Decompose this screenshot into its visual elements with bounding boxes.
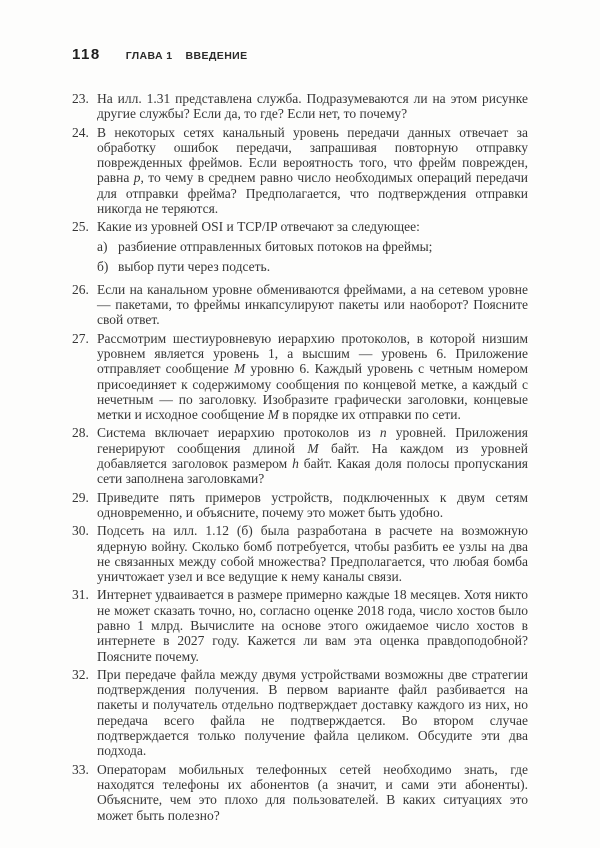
question-item — [72, 125, 528, 217]
question-item — [72, 667, 528, 759]
question-text — [97, 762, 528, 823]
question-number: 23. — [72, 91, 89, 106]
question-number: 25. — [72, 219, 89, 235]
questions-list — [72, 91, 528, 823]
question-subitem — [97, 259, 528, 274]
question-text — [97, 331, 528, 423]
question-text — [97, 523, 528, 584]
question-text — [97, 490, 528, 521]
question-subitem — [97, 239, 528, 254]
chapter-label: ГЛАВА 1 — [125, 50, 173, 62]
question-text — [97, 282, 528, 328]
question-number: 31. — [72, 587, 89, 603]
question-paragraph: Интернет удваивается в размере примерно каждые 18 месяцев. Хотя никто не может сказать точно, но, согласно оценке 2018 года, число хостов было равно 1 млрд. Вычислите на основе этого ожидаемое число хостов в интернете в 2027 году. Кажется ли вам эта оценка правдоподобной? Поясните почему. — [97, 587, 528, 664]
question-paragraph: На илл. 1.31 представлена служба. Подразумеваются ли на этом рисунке другие службы? Если да, то где? Если нет, то почему? — [97, 91, 528, 122]
question-text — [97, 91, 528, 122]
subitem-label: а) — [97, 239, 108, 255]
question-number: 30. — [72, 523, 89, 539]
subitem-text: выбор пути через подсеть. — [118, 258, 271, 274]
question-paragraph: Подсеть на илл. 1.12 (б) была разработана в расчете на возможную ядерную войну. Сколько бомб потребуется, чтобы разбить ее узлы на два не связанных между собой множества? Предполагается, что любая бомба уничтожает узел и все ведущие к нему каналы связи. — [97, 523, 528, 585]
question-number: 26. — [72, 281, 89, 297]
chapter-title: ВВЕДЕНИЕ — [185, 50, 248, 62]
question-item — [72, 331, 528, 423]
question-text — [97, 425, 528, 486]
question-number: 33. — [72, 761, 89, 777]
question-text — [97, 587, 528, 663]
question-item — [72, 91, 528, 122]
question-item — [72, 587, 528, 663]
question-item — [72, 490, 528, 521]
question-number: 27. — [72, 330, 89, 346]
subitem-text: разбиение отправленных битовых потоков на фреймы; — [118, 239, 433, 255]
question-paragraph: Рассмотрим шестиуровневую иерархию протоколов, в которой низшим уровнем является уровень 1, а высшим — уровень 6. Приложение отправляет сообщение M уровню 6. Каждый уровень с четным номером присоединяет к содержимому сообщения по концевой метке, а каждый с нечетным — по заголовку. Изобразите графически заголовки, концевые метки и исходное сообщение M в порядке их отправки по сети. — [97, 330, 528, 423]
question-item — [72, 523, 528, 584]
question-number: 32. — [72, 666, 89, 682]
page-number: 118 — [72, 46, 101, 63]
question-paragraph: Операторам мобильных телефонных сетей необходимо знать, где находятся телефоны их абонентов (а значит, и сами эти абоненты). Объясните, чем это плохо для пользователей. В каких ситуациях это может быть полезно? — [97, 761, 528, 823]
question-paragraph: В некоторых сетях канальный уровень передачи данных отвечает за обработку ошибок передачи, запрашивая повторную отправку поврежденных фреймов. Если вероятность того, что фрейм поврежден, равна p, то чему в среднем равно число необходимых операций передачи для отправки фрейма? Предполагается, что подтверждения отправки никогда не теряются. — [97, 124, 528, 217]
question-paragraph: Приведите пять примеров устройств, подключенных к двум сетям одновременно, и объясните, почему это может быть удобно. — [97, 489, 528, 520]
question-text — [97, 667, 528, 759]
question-paragraph: Если на канальном уровне обмениваются фреймами, а на сетевом уровне — пакетами, то фреймы инкапсулируют пакеты или наоборот? Поясните свой ответ. — [97, 281, 528, 328]
question-paragraph: Какие из уровней OSI и TCP/IP отвечают за следующее: — [97, 219, 420, 235]
question-item — [72, 282, 528, 328]
question-text — [97, 219, 528, 278]
question-item — [72, 762, 528, 823]
question-item — [72, 425, 528, 486]
question-paragraph: При передаче файла между двумя устройствами возможны две стратегии подтверждения получения. В первом варианте файл разбивается на пакеты и получатель отдельно подтверждает доставку каждого из них, но передача всего файла не подтверждается. Во втором случае подтверждается только получение файла целиком. Обсудите эти два подхода. — [97, 666, 528, 759]
question-paragraph: Система включает иерархию протоколов из n уровней. Приложения генерируют сообщения длиной M байт. На каждом из уровней добавляется заголовок размером h байт. Какая доля полосы пропускания сети заполнена заголовками? — [97, 425, 529, 487]
question-item — [72, 219, 528, 278]
question-text — [97, 125, 528, 217]
running-head — [72, 46, 528, 63]
question-number: 28. — [72, 425, 89, 441]
subitem-label: б) — [97, 258, 109, 274]
question-number: 24. — [72, 124, 89, 140]
question-number: 29. — [72, 489, 89, 505]
